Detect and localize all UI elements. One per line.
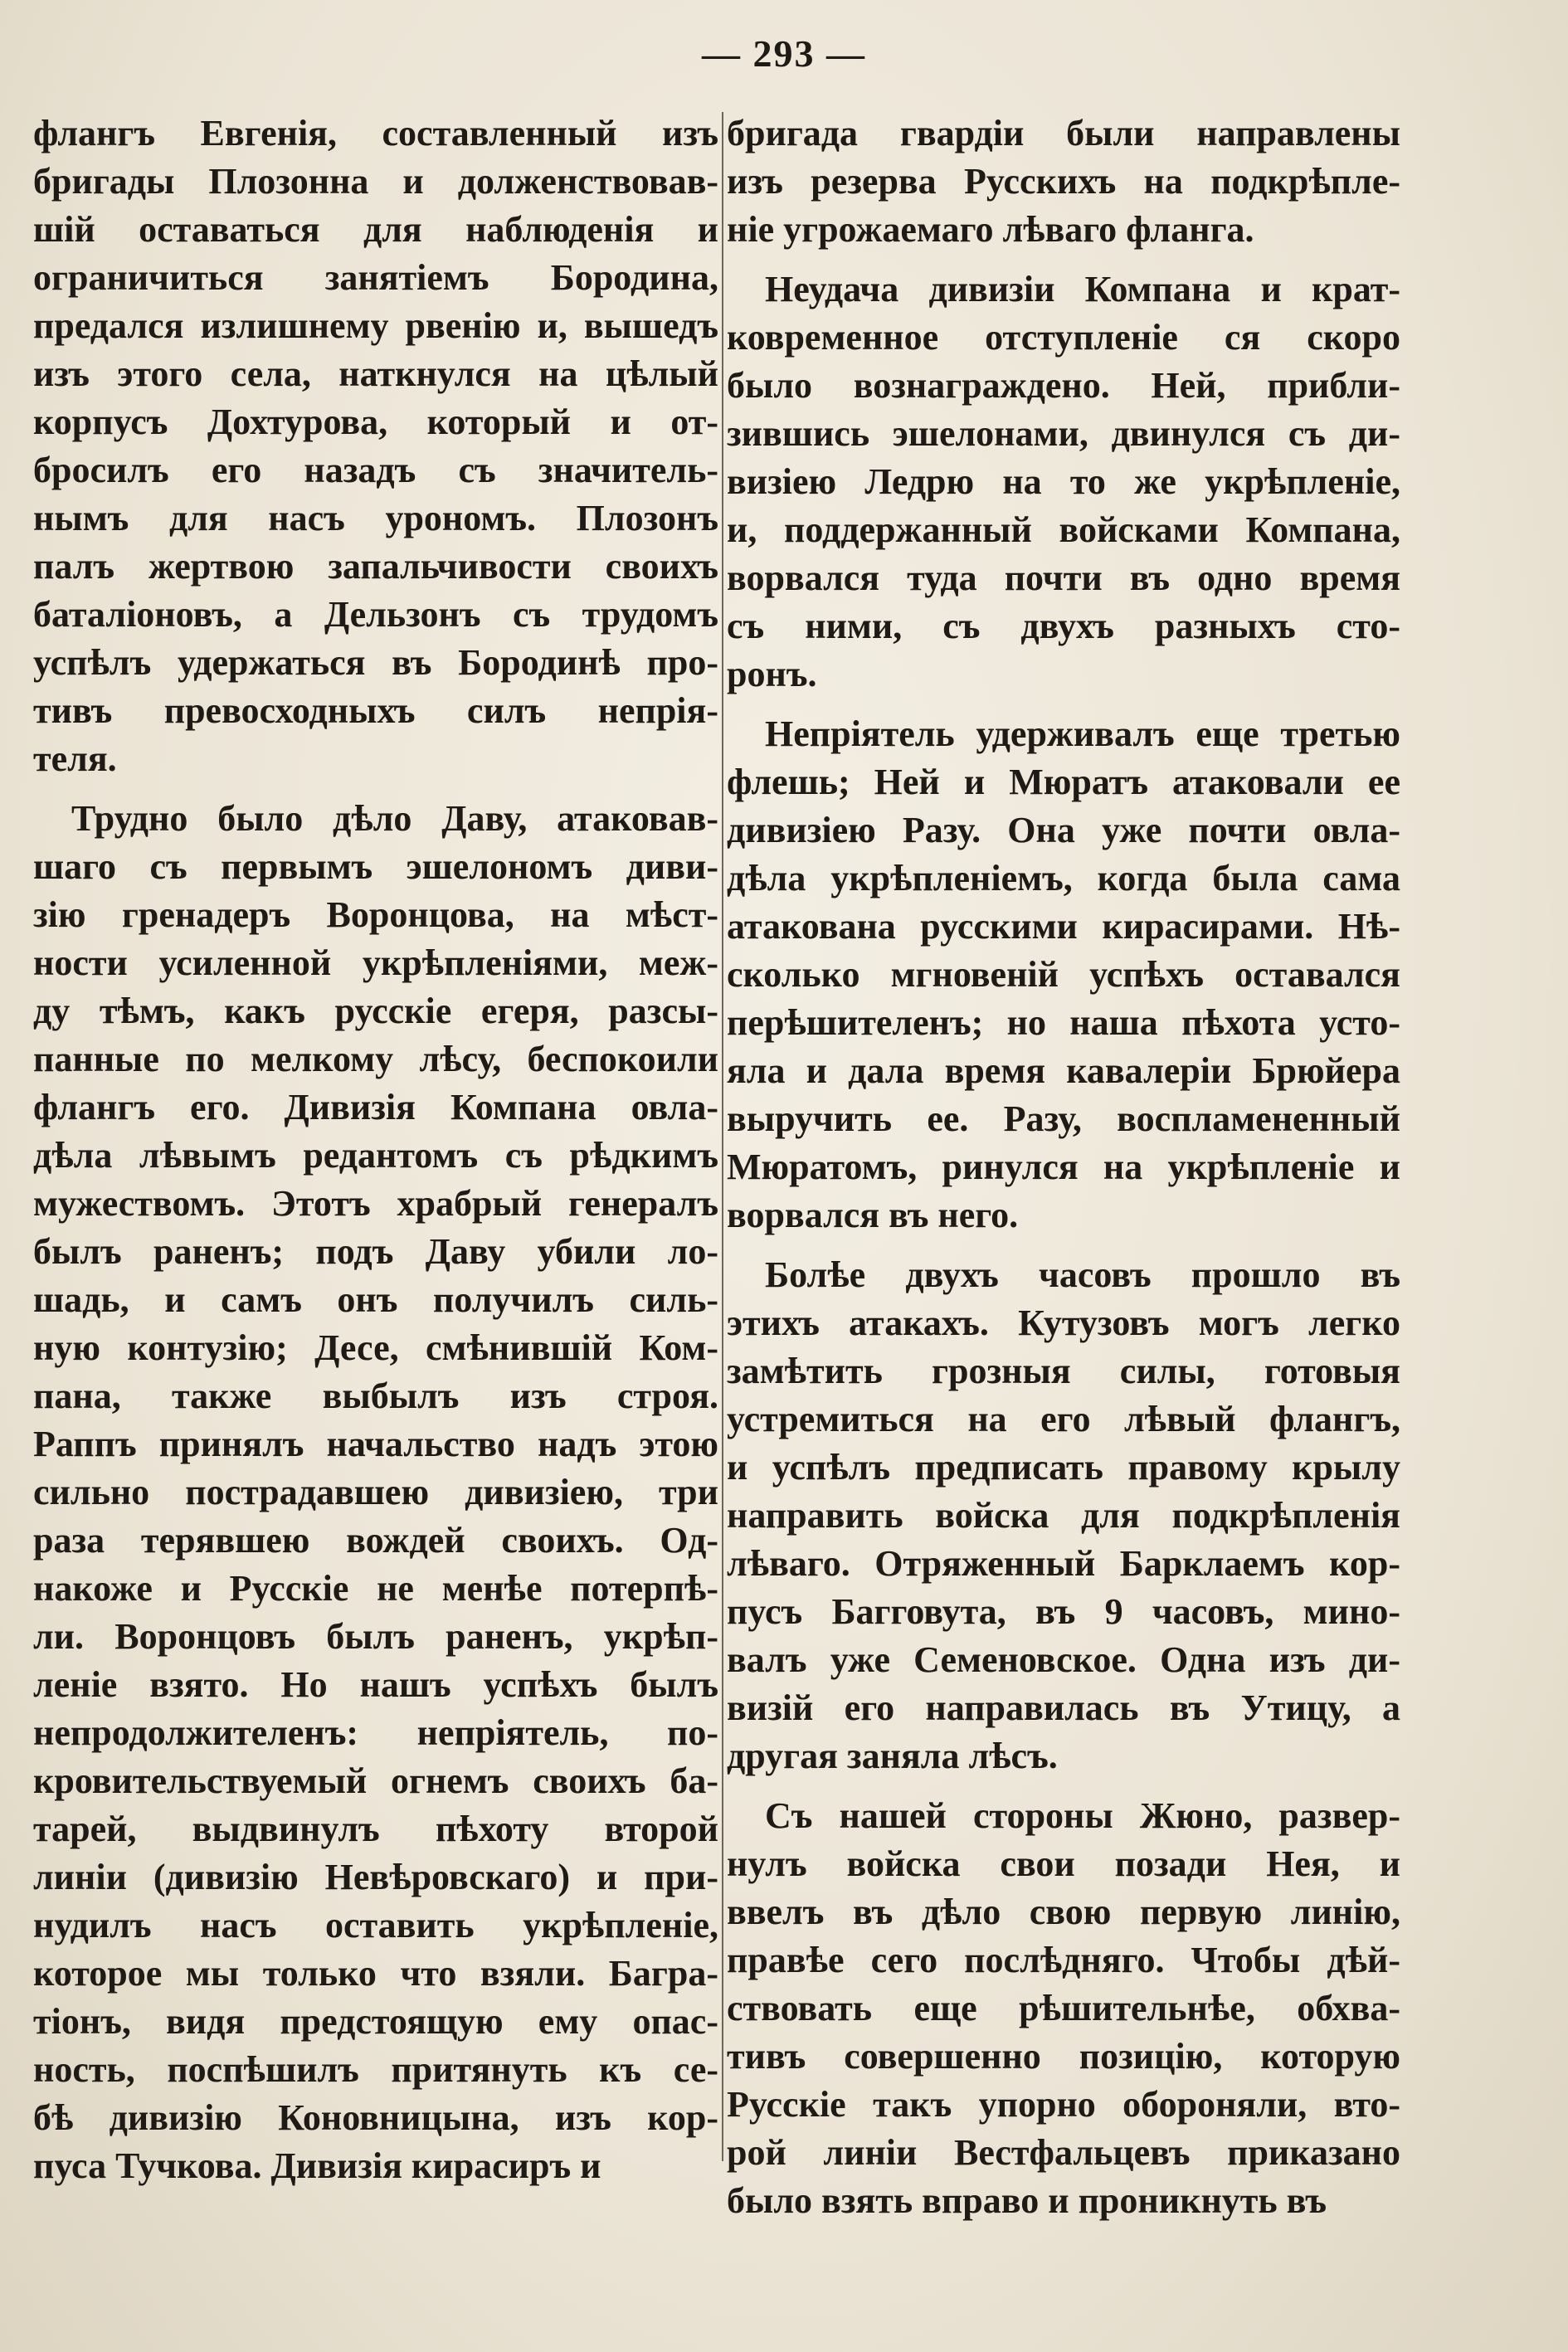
text-line: теля. bbox=[33, 738, 117, 779]
text-line: дивизіею Разу. Она уже почти овла- bbox=[727, 810, 1400, 850]
text-line: перѣшителенъ; но наша пѣхота усто- bbox=[727, 1002, 1400, 1043]
text-line: Раппъ принялъ начальство надъ этою bbox=[33, 1424, 718, 1464]
paragraph-gap bbox=[727, 699, 1400, 710]
text-line: которое мы только что взяли. Багра- bbox=[33, 1953, 718, 1994]
text-line: изъ резерва Русскихъ на подкрѣпле- bbox=[727, 161, 1400, 202]
text-line: ность, поспѣшилъ притянуть къ се- bbox=[33, 2049, 718, 2090]
text-line: флангъ Евгенія, составленный изъ bbox=[33, 113, 718, 153]
text-line: Неудача дивизіи Компана и крат- bbox=[765, 269, 1400, 309]
text-line: съ ними, съ двухъ разныхъ сто- bbox=[727, 606, 1400, 646]
text-line: бѣ дивизію Коновницына, изъ кор- bbox=[33, 2097, 718, 2138]
text-line: Русскіе такъ упорно обороняли, вто- bbox=[727, 2084, 1400, 2125]
text-line: валъ уже Семеновское. Одна изъ ди- bbox=[727, 1639, 1400, 1680]
text-line: мужествомъ. Этотъ храбрый генералъ bbox=[33, 1183, 718, 1224]
text-line: ствовать еще рѣшительнѣе, обхва- bbox=[727, 1988, 1400, 2028]
text-line: было вознаграждено. Ней, прибли- bbox=[727, 365, 1400, 406]
text-line: флешь; Ней и Мюратъ атаковали ее bbox=[727, 762, 1400, 802]
text-line: рой линіи Вестфальцевъ приказано bbox=[727, 2132, 1400, 2173]
text-line: панные по мелкому лѣсу, беспокоили bbox=[33, 1039, 718, 1079]
text-line: бригада гвардіи были направлены bbox=[727, 113, 1400, 153]
text-line: накоже и Русскіе не менѣе потерпѣ- bbox=[33, 1568, 718, 1609]
paragraph-gap bbox=[33, 783, 718, 795]
text-line: дѣла укрѣпленіемъ, когда была сама bbox=[727, 858, 1400, 898]
text-line: ковременное отступленіе ся скоро bbox=[727, 317, 1400, 358]
text-line: выручить ее. Разу, воспламененный bbox=[727, 1098, 1400, 1139]
text-line: линіи (дивизію Невѣровскаго) и при- bbox=[33, 1857, 718, 1897]
text-line: тивъ превосходныхъ силъ непрія- bbox=[33, 690, 718, 731]
text-line: пана, также выбылъ изъ строя. bbox=[33, 1376, 718, 1416]
page-number: — 293 — bbox=[702, 32, 866, 75]
paragraph-gap bbox=[727, 254, 1400, 265]
text-line: Болѣе двухъ часовъ прошло въ bbox=[765, 1254, 1400, 1295]
left-column bbox=[33, 110, 718, 2190]
text-line: Мюратомъ, ринулся на укрѣпленіе и bbox=[727, 1147, 1400, 1187]
text-line: правѣе сего послѣдняго. Чтобы дѣй- bbox=[727, 1940, 1400, 1980]
text-line: и, поддержанный войсками Компана, bbox=[727, 509, 1400, 550]
text-line: другая заняла лѣсъ. bbox=[727, 1736, 1058, 1776]
text-line: предался излишнему рвенію и, вышедъ bbox=[33, 305, 718, 346]
text-line: сколько мгновеній успѣхъ оставался bbox=[727, 954, 1400, 995]
text-line: нулъ войска свои позади Нея, и bbox=[727, 1843, 1400, 1884]
text-line: ворвался въ него. bbox=[727, 1195, 1019, 1235]
text-line: кровительствуемый огнемъ своихъ ба- bbox=[33, 1760, 718, 1801]
text-line: яла и дала время кавалеріи Брюйера bbox=[727, 1050, 1400, 1091]
column-divider bbox=[722, 112, 723, 2161]
text-line: Трудно было дѣло Даву, атаковав- bbox=[71, 798, 718, 839]
text-line: ную контузію; Десе, смѣнившій Ком- bbox=[33, 1327, 718, 1368]
text-line: палъ жертвою запальчивости своихъ bbox=[33, 546, 718, 587]
text-line: визіею Ледрю на то же укрѣпленіе, bbox=[727, 461, 1400, 502]
text-line: и успѣлъ предписать правому крылу bbox=[727, 1447, 1400, 1488]
text-line: ограничиться занятіемъ Бородина, bbox=[33, 257, 718, 298]
text-line: шаго съ первымъ эшелономъ диви- bbox=[33, 846, 718, 887]
text-line: ввелъ въ дѣло свою первую линію, bbox=[727, 1892, 1400, 1932]
text-line: бригады Плозонна и долженствовав- bbox=[33, 161, 718, 202]
text-line: атакована русскими кирасирами. Нѣ- bbox=[727, 906, 1400, 947]
right-column bbox=[727, 110, 1400, 2225]
text-line: ворвался туда почти въ одно время bbox=[727, 558, 1400, 598]
text-line: баталіоновъ, а Дельзонъ съ трудомъ bbox=[33, 594, 718, 635]
text-line: леніе взято. Но нашъ успѣхъ былъ bbox=[33, 1664, 718, 1705]
text-line: лѣваго. Отряженный Барклаемъ кор- bbox=[727, 1543, 1400, 1584]
text-line: сильно пострадавшею дивизіею, три bbox=[33, 1472, 718, 1512]
text-line: нымъ для насъ урономъ. Плозонъ bbox=[33, 498, 718, 538]
text-line: ду тѣмъ, какъ русскіе егеря, разсы- bbox=[33, 991, 718, 1031]
text-line: изъ этого села, наткнулся на цѣлый bbox=[33, 353, 718, 394]
text-line: Съ нашей стороны Жюно, развер- bbox=[765, 1795, 1400, 1836]
text-line: бросилъ его назадъ съ значитель- bbox=[33, 450, 718, 490]
text-line: зившись эшелонами, двинулся съ ди- bbox=[727, 413, 1400, 454]
text-line: пуса Тучкова. Дивизія кирасиръ и bbox=[33, 2145, 601, 2186]
text-line: Непріятель удерживалъ еще третью bbox=[765, 713, 1400, 754]
paragraph-gap bbox=[727, 1780, 1400, 1792]
text-line: ности усиленной укрѣпленіями, меж- bbox=[33, 942, 718, 983]
text-line: шій оставаться для наблюденія и bbox=[33, 209, 718, 250]
text-line: пусъ Багговута, въ 9 часовъ, мино- bbox=[727, 1591, 1400, 1632]
text-line: тивъ совершенно позицію, которую bbox=[727, 2036, 1400, 2077]
text-line: дѣла лѣвымъ редантомъ съ рѣдкимъ bbox=[33, 1135, 718, 1176]
text-line: зію гренадеръ Воронцова, на мѣст- bbox=[33, 894, 718, 935]
text-line: флангъ его. Дивизія Компана овла- bbox=[33, 1087, 718, 1127]
text-line: тарей, выдвинулъ пѣхоту второй bbox=[33, 1809, 718, 1849]
text-line: устремиться на его лѣвый флангъ, bbox=[727, 1399, 1400, 1439]
text-line: ронъ. bbox=[727, 654, 817, 694]
text-line: замѣтить грозныя силы, готовыя bbox=[727, 1351, 1400, 1391]
text-line: корпусъ Дохтурова, который и от- bbox=[33, 402, 718, 442]
text-line: ніе угрожаемаго лѣваго фланга. bbox=[727, 209, 1254, 250]
text-line: шадь, и самъ онъ получилъ силь- bbox=[33, 1279, 718, 1320]
text-line: визій его направилась въ Утицу, а bbox=[727, 1687, 1400, 1728]
text-line: раза терявшею вождей своихъ. Од- bbox=[33, 1520, 718, 1561]
text-line: направить войска для подкрѣпленія bbox=[727, 1495, 1400, 1536]
text-line: былъ раненъ; подъ Даву убили ло- bbox=[33, 1231, 718, 1272]
text-line: тіонъ, видя предстоящую ему опас- bbox=[33, 2001, 718, 2042]
text-line: было взять вправо и проникнуть въ bbox=[727, 2180, 1327, 2221]
text-line: непродолжителенъ: непріятель, по- bbox=[33, 1712, 718, 1753]
text-line: ли. Воронцовъ былъ раненъ, укрѣп- bbox=[33, 1616, 718, 1657]
text-line: успѣлъ удержаться въ Бородинѣ про- bbox=[33, 642, 718, 683]
text-line: этихъ атакахъ. Кутузовъ могъ легко bbox=[727, 1303, 1400, 1343]
paragraph-gap bbox=[727, 1239, 1400, 1251]
text-line: нудилъ насъ оставить укрѣпленіе, bbox=[33, 1905, 718, 1945]
